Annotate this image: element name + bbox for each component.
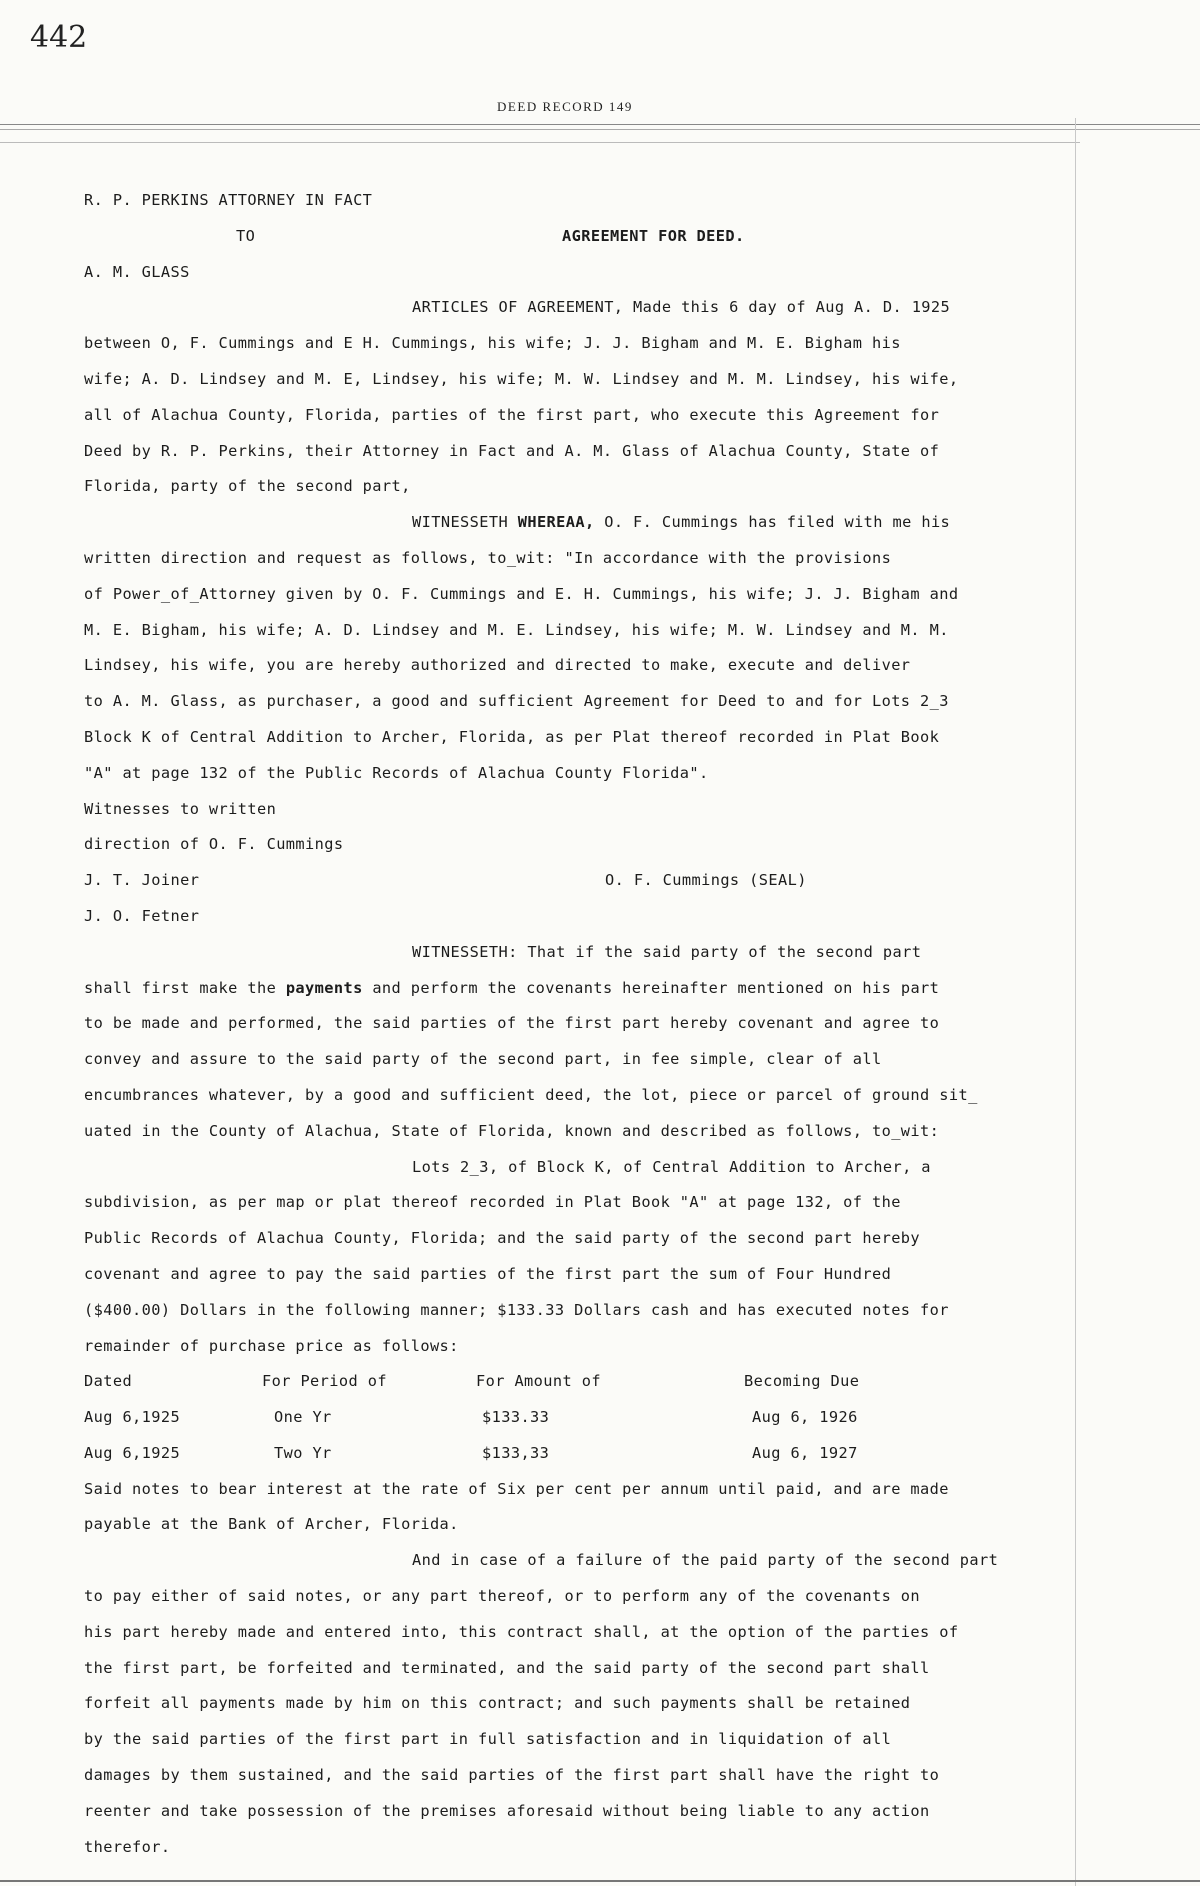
text-line: wife; A. D. Lindsey and M. E, Lindsey, his wife; M. W. Lindsey and M. M. Lindsey, his wife,: [84, 369, 959, 388]
notes-cell: Aug 6, 1927: [752, 1443, 858, 1462]
notes-row: [84, 1400, 1084, 1436]
notes-header-row: [84, 1364, 1084, 1400]
signatory-name: O. F. Cummings (SEAL): [605, 871, 807, 890]
bold-fragment: WHEREAA,: [517, 513, 595, 532]
text-line: ($400.00) Dollars in the following manner; $133.33 Dollars cash and has executed notes for: [84, 1300, 949, 1319]
text-line: the first part, be forfeited and terminated, and the said party of the second part shall: [84, 1658, 930, 1677]
notes-header-cell: Becoming Due: [744, 1372, 860, 1391]
to-label: TO: [236, 226, 256, 245]
to-line: [84, 219, 1084, 255]
grantee-line: A. M. GLASS: [84, 262, 190, 281]
text-line: to be made and performed, the said parties of the first part hereby covenant and agree to: [84, 1014, 940, 1033]
notes-header-cell: Dated: [84, 1372, 133, 1391]
text-line: uated in the County of Alachua, State of Florida, known and described as follows, to_wit:: [84, 1121, 940, 1140]
notes-row: [84, 1436, 1084, 1472]
text-line: Said notes to bear interest at the rate of Six per cent per annum until paid, and are made: [84, 1479, 949, 1498]
text-fragment: O. F. Cummings has filed with me his: [594, 513, 951, 532]
text-line: Deed by R. P. Perkins, their Attorney in Fact and A. M. Glass of Alachua County, State of: [84, 441, 940, 460]
text-line: covenant and agree to pay the said parties of the first part the sum of Four Hundred: [84, 1264, 892, 1283]
witness-name: J. T. Joiner: [84, 871, 200, 890]
text-line: direction of O. F. Cummings: [84, 835, 344, 854]
text-line: therefor.: [84, 1837, 171, 1856]
text-line: damages by them sustained, and the said parties of the first part shall have the right to: [84, 1766, 940, 1785]
notes-cell: $133,33: [482, 1443, 550, 1462]
header-rule-top: [0, 124, 1200, 125]
page-number: 442: [30, 20, 88, 55]
text-line: M. E. Bigham, his wife; A. D. Lindsey and M. E. Lindsey, his wife; M. W. Lindsey and M. M.: [84, 620, 949, 639]
text-line: of Power_of_Attorney given by O. F. Cummings and E. H. Cummings, his wife; J. J. Bigham and: [84, 584, 959, 603]
text-line: "A" at page 132 of the Public Records of Alachua County Florida".: [84, 763, 709, 782]
witness-name: J. O. Fetner: [84, 906, 200, 925]
text-line: reenter and take possession of the premises aforesaid without being liable to any action: [84, 1801, 930, 1820]
notes-cell: Aug 6,1925: [84, 1408, 181, 1427]
text-line: Florida, party of the second part,: [84, 477, 411, 496]
text-line: encumbrances whatever, by a good and sufficient deed, the lot, piece or parcel of ground sit_: [84, 1085, 978, 1104]
text-fragment: and perform the covenants hereinafter mentioned on his part: [362, 978, 940, 997]
text-line: payable at the Bank of Archer, Florida.: [84, 1515, 459, 1534]
notes-header-cell: For Amount of: [476, 1372, 601, 1391]
text-line: between O, F. Cummings and E H. Cummings, his wife; J. J. Bigham and M. E. Bigham his: [84, 334, 901, 353]
header-rule-bottom: [0, 129, 1200, 130]
text-line: all of Alachua County, Florida, parties of the first part, who execute this Agreement for: [84, 405, 940, 424]
text-line: Lindsey, his wife, you are hereby authorized and directed to make, execute and deliver: [84, 656, 911, 675]
text-fragment: shall first make the: [84, 978, 286, 997]
text-fragment: WITNESSETH: [412, 513, 518, 532]
text-line: remainder of purchase price as follows:: [84, 1336, 459, 1355]
document-title: AGREEMENT FOR DEED.: [562, 226, 745, 245]
bold-fragment: payments: [285, 978, 363, 997]
text-line: And in case of a failure of the paid party of the second part: [412, 1551, 999, 1570]
text-line: to A. M. Glass, as purchaser, a good and sufficient Agreement for Deed to and for Lots 2_3: [84, 692, 949, 711]
notes-cell: Aug 6, 1926: [752, 1408, 858, 1427]
signature-line: [84, 863, 1084, 899]
deed-body: [84, 183, 1084, 1865]
witnesseth-whereas-line: [84, 505, 1084, 541]
notes-cell: One Yr: [274, 1408, 332, 1427]
text-line: Block K of Central Addition to Archer, Florida, as per Plat thereof recorded in Plat Book: [84, 727, 940, 746]
notes-cell: Aug 6,1925: [84, 1443, 181, 1462]
text-line: Public Records of Alachua County, Florida; and the said party of the second part hereby: [84, 1229, 921, 1248]
bottom-rule: [0, 1880, 1200, 1882]
header-rule-third: [0, 142, 1080, 143]
text-line: WITNESSETH: That if the said party of the second part: [412, 942, 922, 961]
grantor-line: R. P. PERKINS ATTORNEY IN FACT: [84, 191, 373, 209]
text-line: ARTICLES OF AGREEMENT, Made this 6 day of Aug A. D. 1925: [412, 298, 951, 317]
text-line: Witnesses to written: [84, 799, 277, 818]
header-title: DEED RECORD 149: [497, 99, 633, 114]
notes-header-cell: For Period of: [262, 1372, 387, 1391]
payments-line: [84, 971, 1084, 1007]
text-line: by the said parties of the first part in full satisfaction and in liquidation of all: [84, 1730, 892, 1749]
text-line: his part hereby made and entered into, this contract shall, at the option of the parties of: [84, 1622, 959, 1641]
text-line: forfeit all payments made by him on this contract; and such payments shall be retained: [84, 1694, 911, 1713]
text-line: Lots 2_3, of Block K, of Central Addition to Archer, a: [412, 1157, 931, 1176]
notes-cell: $133.33: [482, 1408, 550, 1427]
notes-cell: Two Yr: [274, 1443, 332, 1462]
text-line: to pay either of said notes, or any part thereof, or to perform any of the covenants on: [84, 1587, 921, 1606]
text-line: written direction and request as follows, to_wit: "In accordance with the provisions: [84, 548, 892, 567]
text-line: convey and assure to the said party of the second part, in fee simple, clear of all: [84, 1050, 882, 1069]
text-line: subdivision, as per map or plat thereof recorded in Plat Book "A" at page 132, of the: [84, 1193, 901, 1212]
